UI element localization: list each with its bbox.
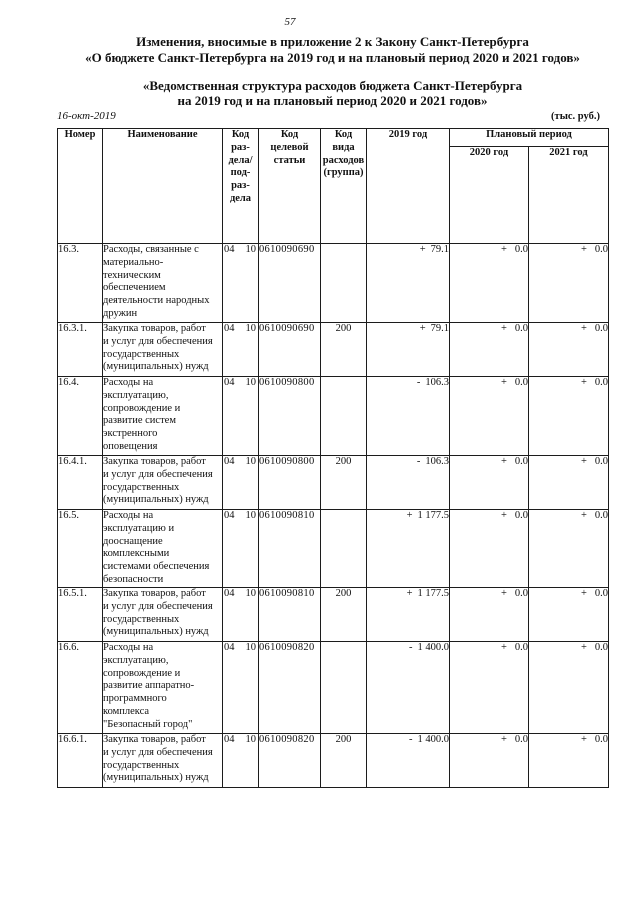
table-row — [58, 244, 609, 323]
amount-value: 106.3 — [425, 377, 449, 388]
amount-value: 0.0 — [594, 510, 608, 521]
amount-sign: - — [409, 642, 413, 653]
row-name: Расходы, связанные с материально- техническим обеспечением деятельности народных дружин — [103, 244, 223, 323]
section-code: 04 — [224, 642, 235, 653]
amount-value: 0.0 — [514, 642, 528, 653]
table-row — [58, 510, 609, 588]
target-code: 0610090690 — [259, 323, 321, 377]
target-code: 0610090810 — [259, 588, 321, 642]
amount-sign: + — [500, 323, 507, 334]
amount-y2020 — [450, 456, 529, 510]
amount-sign: + — [580, 323, 587, 334]
subtitle-line-1: «Ведомственная структура расходов бюджета Санкт-Петербурга — [142, 78, 523, 93]
amount-y2020 — [450, 323, 529, 377]
amount-y2021 — [529, 642, 609, 734]
amount-value: 0.0 — [594, 456, 608, 467]
expense-type-code: 200 — [321, 588, 367, 642]
amount-y2020 — [450, 734, 529, 788]
amount-value: 0.0 — [514, 456, 528, 467]
amount-value: 1 177.5 — [417, 510, 449, 521]
table-row — [58, 456, 609, 510]
amount-value: 79.1 — [430, 244, 449, 255]
amount-y2021 — [529, 734, 609, 788]
header-row-top — [58, 129, 609, 147]
section-code-cell — [223, 734, 259, 788]
units-label: (тыс. руб.) — [551, 111, 600, 122]
amount-value: 0.0 — [594, 323, 608, 334]
header-target-code: Код целевой статьи — [259, 129, 321, 244]
subsection-code: 10 — [245, 377, 256, 388]
header-number: Номер — [58, 129, 103, 244]
amount-y2019 — [367, 456, 450, 510]
section-code-pair — [223, 244, 258, 257]
amount-value: 1 400.0 — [417, 642, 449, 653]
amount-y2019 — [367, 244, 450, 323]
header-year-2020: 2020 год — [450, 147, 529, 244]
amount-y2019 — [367, 510, 450, 588]
row-number: 16.3.1. — [58, 323, 103, 377]
amount-sign: + — [580, 588, 587, 599]
amount-y2020 — [450, 244, 529, 323]
amount-y2021 — [529, 377, 609, 456]
budget-table — [57, 128, 609, 788]
amount-value: 0.0 — [594, 642, 608, 653]
expense-type-code: 200 — [321, 323, 367, 377]
subsection-code: 10 — [245, 510, 256, 521]
amount-y2020 — [450, 510, 529, 588]
title-line-1: Изменения, вносимые в приложение 2 к Закону Санкт-Петербурга — [136, 34, 529, 49]
section-code-cell — [223, 510, 259, 588]
target-code: 0610090800 — [259, 456, 321, 510]
subtitle-line-2: на 2019 год и на плановый период 2020 и 2021 годов» — [177, 93, 488, 108]
row-name: Расходы на эксплуатацию, сопровождение и развитие аппаратно- программного комплекса "Безопасный город" — [103, 642, 223, 734]
target-code: 0610090800 — [259, 377, 321, 456]
amount-sign: + — [580, 734, 587, 745]
amount-sign: - — [416, 456, 421, 467]
header-expense-type-code: Код вида расходов (группа) — [321, 129, 367, 244]
row-number: 16.6.1. — [58, 734, 103, 788]
amount-sign: + — [500, 377, 507, 388]
section-code-cell — [223, 456, 259, 510]
section-code: 04 — [224, 377, 235, 388]
amount-value: 0.0 — [514, 510, 528, 521]
section-code: 04 — [224, 244, 235, 255]
header-year-2019: 2019 год — [367, 129, 450, 244]
row-number: 16.6. — [58, 642, 103, 734]
amount-sign: - — [416, 377, 421, 388]
section-code: 04 — [224, 588, 235, 599]
amount-value: 0.0 — [514, 734, 528, 745]
amount-sign: + — [500, 244, 507, 255]
section-code-pair — [223, 377, 258, 390]
section-code-cell — [223, 323, 259, 377]
amount-sign: + — [406, 588, 413, 599]
amount-sign: + — [419, 244, 426, 255]
expense-type-code: 200 — [321, 734, 367, 788]
expense-type-code — [321, 377, 367, 456]
subsection-code: 10 — [245, 642, 256, 653]
row-name: Закупка товаров, работ и услуг для обеспечения государственных (муниципальных) нужд — [103, 323, 223, 377]
expense-type-code — [321, 244, 367, 323]
expense-type-code — [321, 510, 367, 588]
page-number: 57 — [284, 16, 296, 28]
table-header — [58, 129, 609, 244]
subsection-code: 10 — [245, 244, 256, 255]
amount-y2019 — [367, 323, 450, 377]
section-code-pair — [223, 323, 258, 336]
target-code: 0610090810 — [259, 510, 321, 588]
amount-value: 1 400.0 — [417, 734, 449, 745]
amount-y2019 — [367, 588, 450, 642]
amount-sign: + — [500, 642, 507, 653]
row-number: 16.4. — [58, 377, 103, 456]
amount-value: 79.1 — [430, 323, 449, 334]
row-name: Расходы на эксплуатацию, сопровождение и развитие систем экстренного оповещения — [103, 377, 223, 456]
amount-sign: + — [419, 323, 426, 334]
target-code: 0610090820 — [259, 734, 321, 788]
amount-sign: + — [406, 510, 413, 521]
amount-value: 0.0 — [594, 588, 608, 599]
amount-value: 0.0 — [514, 588, 528, 599]
amount-sign: + — [580, 244, 587, 255]
amount-y2020 — [450, 377, 529, 456]
target-code: 0610090690 — [259, 244, 321, 323]
subsection-code: 10 — [245, 456, 256, 467]
section-code-pair — [223, 642, 258, 655]
amount-y2019 — [367, 734, 450, 788]
amount-value: 1 177.5 — [417, 588, 449, 599]
row-name: Расходы на эксплуатацию и дооснащение комплексными системами обеспечения безопасности — [103, 510, 223, 588]
amount-value: 0.0 — [594, 244, 608, 255]
amount-value: 0.0 — [514, 244, 528, 255]
amount-sign: + — [500, 510, 507, 521]
section-code: 04 — [224, 456, 235, 467]
amount-y2021 — [529, 323, 609, 377]
amount-sign: - — [409, 734, 413, 745]
amount-value: 106.3 — [425, 456, 449, 467]
subsection-code: 10 — [245, 323, 256, 334]
amount-value: 0.0 — [594, 734, 608, 745]
table-row — [58, 323, 609, 377]
row-number: 16.5.1. — [58, 588, 103, 642]
row-name: Закупка товаров, работ и услуг для обеспечения государственных (муниципальных) нужд — [103, 588, 223, 642]
section-code: 04 — [224, 323, 235, 334]
amount-sign: + — [500, 734, 507, 745]
amount-sign: + — [580, 377, 587, 388]
section-code-cell — [223, 244, 259, 323]
subsection-code: 10 — [245, 588, 256, 599]
section-code-pair — [223, 588, 258, 601]
row-number: 16.5. — [58, 510, 103, 588]
section-code-pair — [223, 734, 258, 747]
amount-sign: + — [580, 456, 587, 467]
title-line-2: «О бюджете Санкт-Петербурга на 2019 год и на плановый период 2020 и 2021 годов» — [85, 50, 580, 65]
table-body — [58, 244, 609, 788]
amount-y2020 — [450, 642, 529, 734]
document-subtitle — [57, 78, 608, 108]
amount-sign: + — [580, 510, 587, 521]
header-planning-period: Плановый период — [450, 129, 609, 147]
target-code: 0610090820 — [259, 642, 321, 734]
amount-y2020 — [450, 588, 529, 642]
table-row — [58, 588, 609, 642]
amount-y2019 — [367, 642, 450, 734]
amount-sign: + — [500, 456, 507, 467]
expense-type-code: 200 — [321, 456, 367, 510]
section-code-cell — [223, 588, 259, 642]
expense-type-code — [321, 642, 367, 734]
table-row — [58, 734, 609, 788]
header-section-code: Код раз- дела/ под- раз- дела — [223, 129, 259, 244]
header-year-2021: 2021 год — [529, 147, 609, 244]
row-number: 16.3. — [58, 244, 103, 323]
section-code: 04 — [224, 734, 235, 745]
amount-y2019 — [367, 377, 450, 456]
section-code: 04 — [224, 510, 235, 521]
amount-y2021 — [529, 456, 609, 510]
document-date: 16-окт-2019 — [57, 110, 116, 122]
amount-value: 0.0 — [514, 323, 528, 334]
subsection-code: 10 — [245, 734, 256, 745]
amount-y2021 — [529, 510, 609, 588]
row-name: Закупка товаров, работ и услуг для обеспечения государственных (муниципальных) нужд — [103, 734, 223, 788]
row-name: Закупка товаров, работ и услуг для обеспечения государственных (муниципальных) нужд — [103, 456, 223, 510]
document-title — [57, 34, 608, 66]
section-code-cell — [223, 377, 259, 456]
section-code-cell — [223, 642, 259, 734]
amount-sign: + — [500, 588, 507, 599]
header-name: Наименование — [103, 129, 223, 244]
table-row — [58, 642, 609, 734]
amount-value: 0.0 — [514, 377, 528, 388]
amount-sign: + — [580, 642, 587, 653]
amount-y2021 — [529, 588, 609, 642]
section-code-pair — [223, 456, 258, 469]
amount-y2021 — [529, 244, 609, 323]
table-row — [58, 377, 609, 456]
section-code-pair — [223, 510, 258, 523]
row-number: 16.4.1. — [58, 456, 103, 510]
amount-value: 0.0 — [594, 377, 608, 388]
